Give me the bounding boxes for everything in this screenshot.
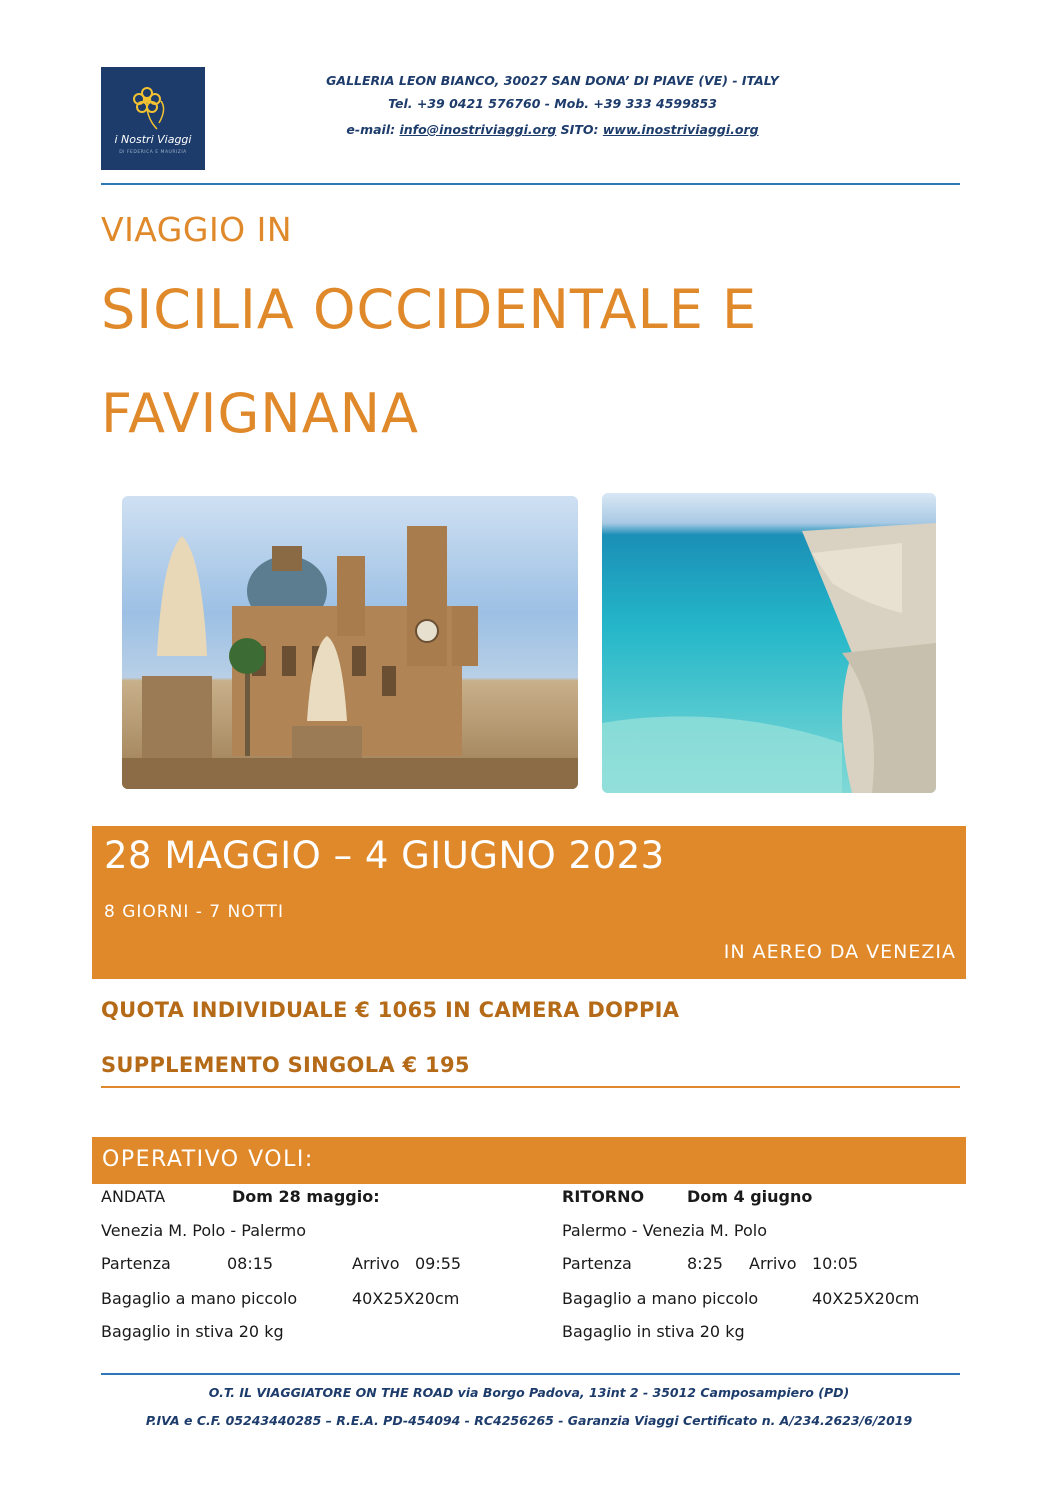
date-banner bbox=[92, 826, 966, 979]
logo-tagline: DI FEDERICA E MAURIZIA bbox=[119, 150, 187, 155]
title-prefix: VIAGGIO IN bbox=[101, 210, 293, 249]
outbound-hand-bag: Bagaglio a mano piccolo bbox=[101, 1289, 298, 1308]
return-route: Palermo - Venezia M. Polo bbox=[562, 1221, 767, 1240]
return-label: RITORNO bbox=[562, 1187, 645, 1206]
footer-operator: O.T. IL VIAGGIATORE ON THE ROAD via Borgo Padova, 13int 2 - 35012 Camposampiero (PD) bbox=[208, 1385, 850, 1400]
agency-phones: Tel. +39 0421 576760 - Mob. +39 333 4599853 bbox=[388, 96, 717, 111]
title-main-line1: SICILIA OCCIDENTALE E bbox=[101, 278, 758, 341]
outbound-arr-label: Arrivo bbox=[352, 1254, 400, 1273]
transport-info: IN AEREO DA VENEZIA bbox=[723, 941, 956, 963]
date-range: 28 MAGGIO – 4 GIUGNO 2023 bbox=[104, 834, 665, 877]
site-label: SITO: bbox=[560, 122, 599, 137]
price-quota: QUOTA INDIVIDUALE € 1065 IN CAMERA DOPPIA bbox=[101, 998, 680, 1022]
return-hand-bag-size: 40X25X20cm bbox=[812, 1289, 920, 1308]
title-main-line2: FAVIGNANA bbox=[101, 382, 419, 445]
agency-contacts bbox=[215, 122, 890, 137]
header-divider bbox=[101, 183, 960, 185]
flights-heading: OPERATIVO VOLI: bbox=[102, 1147, 314, 1172]
outbound-hand-bag-size: 40X25X20cm bbox=[352, 1289, 460, 1308]
email-label: e-mail: bbox=[346, 122, 396, 137]
outbound-date: Dom 28 maggio: bbox=[232, 1187, 380, 1206]
footer-divider bbox=[101, 1373, 960, 1375]
footer-legal: P.IVA e C.F. 05243440285 – R.E.A. PD-454094 - RC4256265 - Garanzia Viaggi Certificato n. A/234.2623/6/2019 bbox=[145, 1413, 913, 1428]
favignana-coast-photo bbox=[602, 493, 936, 793]
return-arr-label: Arrivo bbox=[749, 1254, 797, 1273]
website-link[interactable]: www.inostriviaggi.org bbox=[602, 122, 759, 137]
flights-heading-bar bbox=[92, 1137, 966, 1184]
trip-duration: 8 GIORNI - 7 NOTTI bbox=[104, 902, 285, 922]
return-dep-time: 8:25 bbox=[687, 1254, 723, 1273]
return-dep-label: Partenza bbox=[562, 1254, 632, 1273]
outbound-route: Venezia M. Polo - Palermo bbox=[101, 1221, 306, 1240]
agency-address: GALLERIA LEON BIANCO, 30027 SAN DONA’ DI PIAVE (VE) - ITALY bbox=[326, 73, 779, 88]
outbound-arr-time: 09:55 bbox=[415, 1254, 462, 1273]
outbound-hold-bag: Bagaglio in stiva 20 kg bbox=[101, 1322, 284, 1341]
outbound-label: ANDATA bbox=[101, 1187, 166, 1206]
company-logo bbox=[101, 67, 205, 170]
price-single-supplement: SUPPLEMENTO SINGOLA € 195 bbox=[101, 1053, 470, 1077]
flower-logo-icon bbox=[127, 79, 179, 131]
return-date: Dom 4 giugno bbox=[687, 1187, 813, 1206]
return-hand-bag: Bagaglio a mano piccolo bbox=[562, 1289, 759, 1308]
logo-name: i Nostri Viaggi bbox=[114, 133, 192, 146]
return-arr-time: 10:05 bbox=[812, 1254, 859, 1273]
price-divider bbox=[101, 1086, 960, 1088]
return-hold-bag: Bagaglio in stiva 20 kg bbox=[562, 1322, 745, 1341]
outbound-dep-label: Partenza bbox=[101, 1254, 171, 1273]
outbound-dep-time: 08:15 bbox=[227, 1254, 274, 1273]
email-link[interactable]: info@inostriviaggi.org bbox=[399, 122, 557, 137]
palermo-cathedral-photo bbox=[122, 496, 578, 789]
